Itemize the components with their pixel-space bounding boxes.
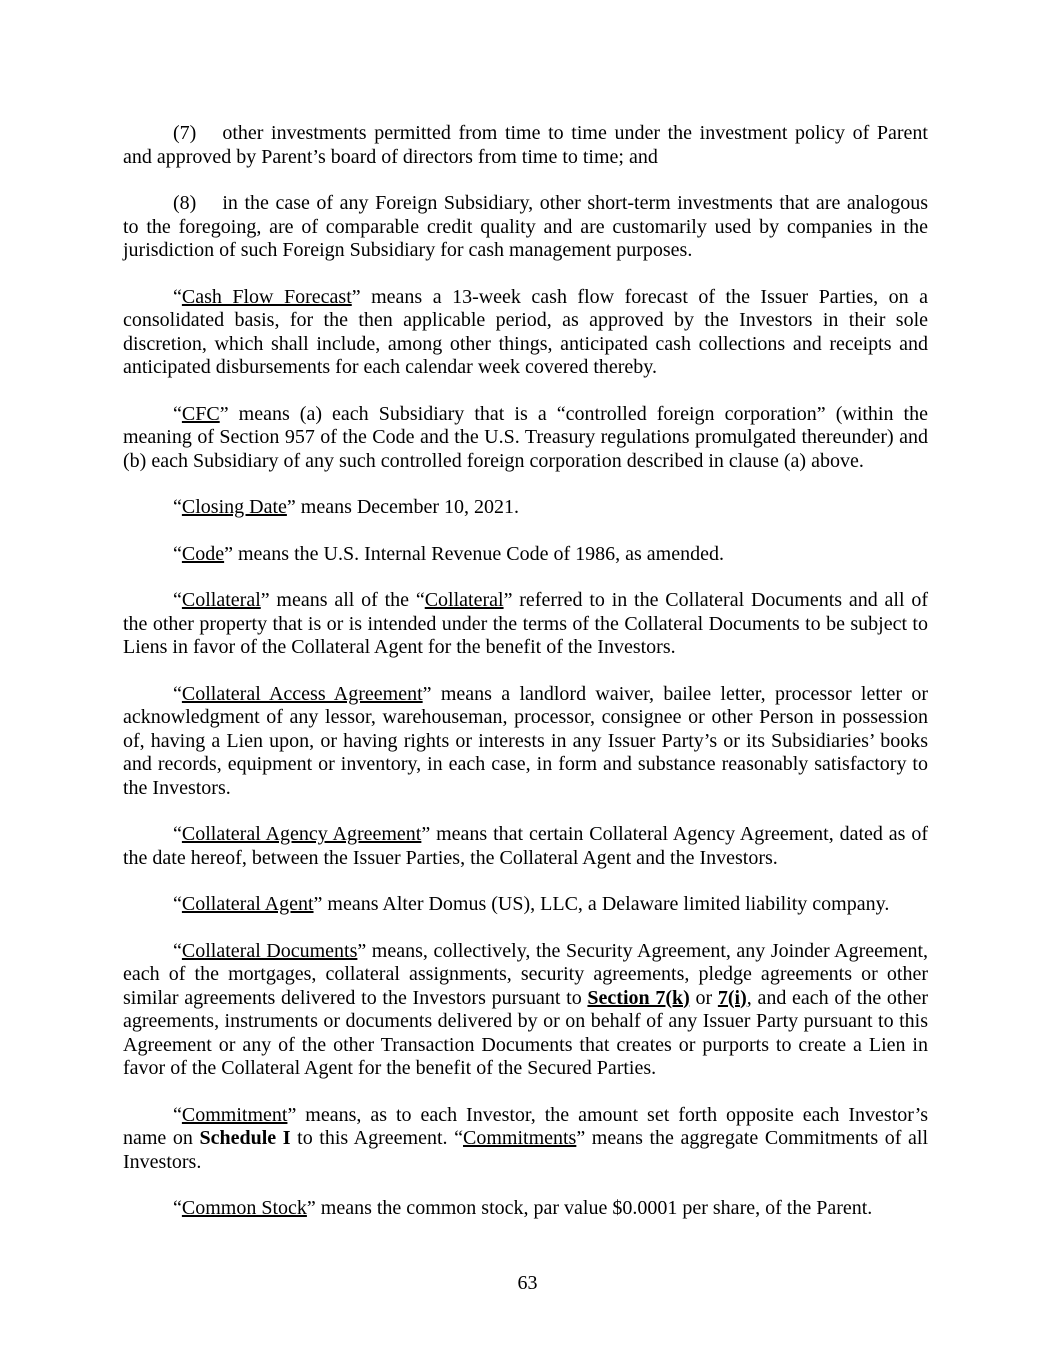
defined-term: Cash Flow Forecast (181, 285, 352, 308)
open-quote: “ (173, 496, 182, 518)
paragraph-cash-flow-forecast (123, 286, 928, 380)
paragraph-text: or (689, 986, 718, 1009)
defined-term: Collateral Agency Agreement (181, 823, 422, 845)
defined-term: Collateral Access Agreement (181, 682, 423, 705)
defined-term: CFC (181, 402, 220, 425)
paragraph-text: ” means that certain Collateral Agency Agreement, dated as of the date hereof, between the Issuer Parties, the Collateral Agent and the Investors. (123, 823, 928, 869)
defined-term: Collateral (424, 589, 504, 611)
open-quote: “ (173, 893, 182, 915)
paragraph-collateral-agent (123, 893, 928, 917)
schedule-reference: Schedule I (199, 1127, 291, 1149)
open-quote: “ (173, 939, 182, 962)
paragraph-text: , and each of the other agreements, instruments or documents delivered by or on behalf of any Issuer Party pursuant to this Agreement or any of the other Transaction Documents that creates or purports to create a Lien in favor of the Collateral Agent for the benefit of the Secured Parties. (123, 986, 928, 1079)
paragraph-commitment (123, 1104, 928, 1175)
section-reference: Section 7(k) (587, 986, 690, 1009)
defined-term: Collateral (181, 589, 261, 611)
open-quote: “ (173, 402, 182, 425)
defined-term: Commitment (181, 1103, 288, 1126)
open-quote: “ (173, 542, 182, 565)
paragraph-cfc (123, 403, 928, 474)
page-number: 63 (517, 1272, 538, 1294)
paragraph-text: ” means, collectively, the Security Agreement, any Joinder Agreement, each of the mortgages, collateral assignments, security agreements, pledge agreements or other similar agreements delivered to the Investors pursuant to (123, 939, 928, 1009)
paragraph-collateral-documents (123, 940, 928, 1081)
paragraph-text: ” means Alter Domus (US), LLC, a Delaware limited liability company. (313, 893, 890, 915)
defined-term: Collateral Documents (181, 939, 358, 962)
paragraph-closing-date (123, 496, 928, 520)
defined-term: Commitments (463, 1127, 577, 1149)
paragraph-text: to this Agreement. “ (290, 1127, 463, 1149)
defined-term: Closing Date (181, 496, 287, 518)
paragraph-text: ” means the common stock, par value $0.0001 per share, of the Parent. (306, 1197, 873, 1219)
paragraph-item-7 (123, 122, 928, 169)
paragraph-collateral-agency-agreement (123, 823, 928, 870)
paragraph-text: other investments permitted from time to time under the investment policy of Parent and approved by Parent’s board of directors from time to time; and (123, 122, 928, 168)
paragraph-text: ” means (a) each Subsidiary that is a “controlled foreign corporation” (within the meaning of Section 957 of the Code and the U.S. Treasury regulations promulgated thereunder) and (b) each Subsidiary of any such controlled foreign corporation described in clause (a) above. (123, 402, 928, 472)
defined-term: Collateral Agent (181, 893, 314, 915)
open-quote: “ (173, 285, 182, 308)
paragraph-text: ” means, as to each Investor, the amount set forth opposite each Investor’s name on (123, 1103, 928, 1149)
paragraph-common-stock (123, 1197, 928, 1221)
paragraph-text: ” means a landlord waiver, bailee letter, processor letter or acknowledgment of any lessor, warehouseman, processor, consignee or other Person in possession of, having a Lien upon, or having rights or interests in any Issuer Party’s or its Subsidiaries’ books and records, equipment or inventory, in each case, in form and substance reasonably satisfactory to the Investors. (123, 682, 928, 799)
paragraph-collateral (123, 589, 928, 660)
defined-term: Common Stock (181, 1197, 307, 1219)
open-quote: “ (173, 1197, 182, 1219)
paragraph-text: ” means all of the “ (260, 589, 425, 611)
list-number: (7) (173, 122, 197, 144)
paragraph-text: ” means the aggregate Commitments of all Investors. (123, 1127, 929, 1173)
open-quote: “ (173, 589, 182, 611)
paragraph-item-8 (123, 192, 928, 263)
paragraph-text: in the case of any Foreign Subsidiary, other short-term investments that are analogous to the foregoing, are of comparable credit quality and are customarily used by companies in the jurisdiction of such Foreign Subsidiary for cash management purposes. (123, 192, 928, 261)
list-number: (8) (173, 192, 197, 214)
paragraph-text: ” means the U.S. Internal Revenue Code of 1986, as amended. (224, 542, 724, 565)
paragraph-collateral-access-agreement (123, 683, 928, 801)
section-reference: 7(i) (717, 986, 747, 1009)
paragraph-text: ” means a 13-week cash flow forecast of the Issuer Parties, on a consolidated basis, for the then applicable period, as approved by the Investors in their sole discretion, which shall include, among other things, anticipated cash collections and receipts and anticipated disbursements for each calendar week covered thereby. (123, 285, 928, 378)
paragraph-text: ” means December 10, 2021. (286, 496, 520, 518)
open-quote: “ (173, 1103, 182, 1126)
paragraph-text: ” referred to in the Collateral Documents and all of the other property that is or is intended under the terms of the Collateral Documents to be subject to Liens in favor of the Collateral Agent for the benefit of the Investors. (123, 589, 928, 658)
open-quote: “ (173, 682, 182, 705)
open-quote: “ (173, 823, 182, 845)
document-body (123, 122, 928, 1221)
defined-term: Code (181, 542, 225, 565)
paragraph-code (123, 543, 928, 567)
